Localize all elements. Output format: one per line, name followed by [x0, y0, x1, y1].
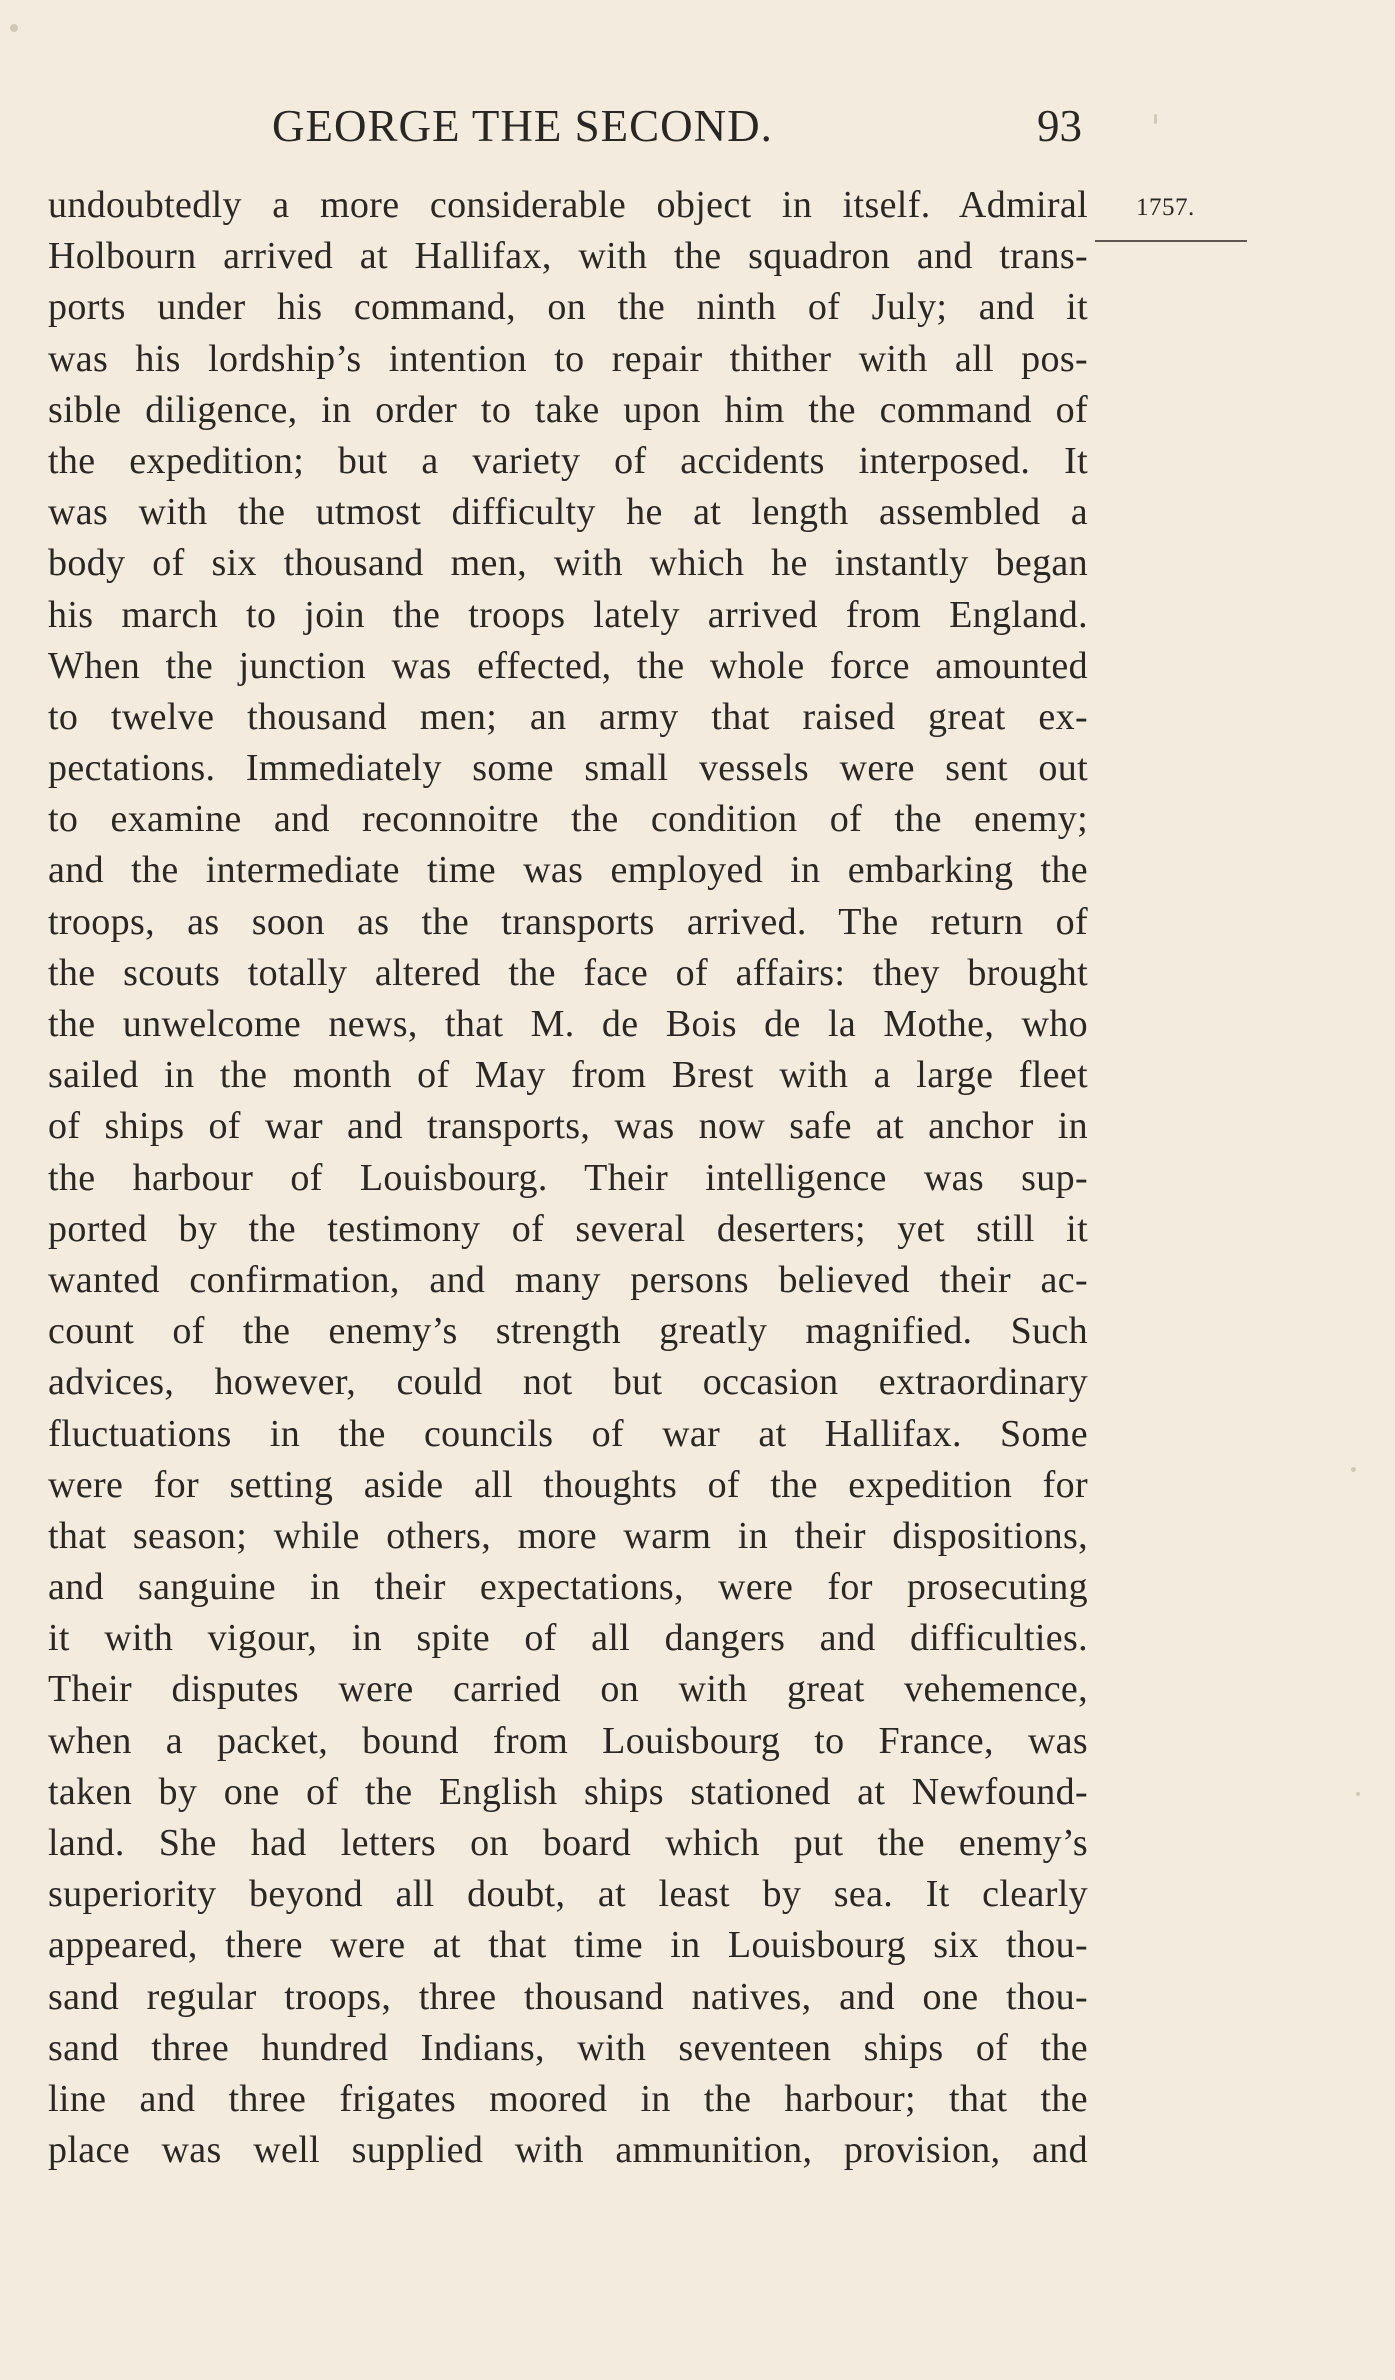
text-line: and the intermediate time was employed in embarking the [48, 849, 1088, 892]
text-line: of ships of war and transports, was now safe at anchor in [48, 1105, 1088, 1148]
margin-year: 1757. [1136, 194, 1195, 221]
running-header [272, 100, 1102, 162]
text-line: the harbour of Louisbourg. Their intelligence was sup- [48, 1156, 1088, 1199]
text-line: sand three hundred Indians, with seventeen ships of the [48, 2026, 1088, 2069]
paper-speck [1356, 1792, 1360, 1796]
text-line: When the junction was effected, the whole force amounted [48, 644, 1088, 687]
text-line: body of six thousand men, with which he instantly began [48, 542, 1088, 585]
text-line: place was well supplied with ammunition, provision, and [48, 2129, 1088, 2172]
text-line: was with the utmost difficulty he at length assembled a [48, 491, 1088, 534]
text-line: superiority beyond all doubt, at least by sea. It clearly [48, 1873, 1088, 1916]
body-text [48, 180, 1088, 2176]
text-line: when a packet, bound from Louisbourg to France, was [48, 1719, 1088, 1762]
paper-speck [1154, 114, 1157, 124]
text-line: land. She had letters on board which put the enemy’s [48, 1822, 1088, 1864]
text-line: sailed in the month of May from Brest with a large fleet [48, 1054, 1088, 1097]
text-line: were for setting aside all thoughts of the expedition for [48, 1463, 1088, 1506]
text-line: pectations. Immediately some small vessels were sent out [48, 747, 1088, 790]
text-line: count of the enemy’s strength greatly magnified. Such [48, 1310, 1088, 1353]
text-line: sand regular troops, three thousand natives, and one thou- [48, 1975, 1088, 2018]
paper-speck [1351, 1467, 1356, 1472]
page-number: 93 [1037, 101, 1082, 151]
text-line: appeared, there were at that time in Louisbourg six thou- [48, 1924, 1088, 1967]
text-line: line and three frigates moored in the harbour; that the [48, 2077, 1088, 2120]
text-line: advices, however, could not but occasion extraordinary [48, 1361, 1088, 1404]
text-line: undoubtedly a more considerable object in itself. Admiral [48, 184, 1088, 226]
text-line: wanted confirmation, and many persons believed their ac- [48, 1258, 1088, 1301]
text-line: ported by the testimony of several deserters; yet still it [48, 1207, 1088, 1250]
text-line: ports under his command, on the ninth of July; and it [48, 286, 1088, 329]
text-line: Their disputes were carried on with great vehemence, [48, 1668, 1088, 1711]
text-line: his march to join the troops lately arrived from England. [48, 593, 1088, 636]
text-line: the unwelcome news, that M. de Bois de la Mothe, who [48, 1003, 1088, 1045]
text-line: it with vigour, in spite of all dangers and difficulties. [48, 1617, 1088, 1660]
text-line: fluctuations in the councils of war at Hallifax. Some [48, 1412, 1088, 1455]
paper-speck [10, 24, 18, 32]
margin-rule [1095, 240, 1247, 242]
running-header-title: GEORGE THE SECOND. [272, 101, 773, 151]
text-line: the scouts totally altered the face of affairs: they brought [48, 951, 1088, 994]
text-line: to examine and reconnoitre the condition of the enemy; [48, 798, 1088, 841]
text-line: that season; while others, more warm in their dispositions, [48, 1514, 1088, 1557]
text-line: the expedition; but a variety of accidents interposed. It [48, 439, 1088, 482]
text-line: sible diligence, in order to take upon him the command of [48, 388, 1088, 431]
text-line: was his lordship’s intention to repair thither with all pos- [48, 337, 1088, 380]
text-line: and sanguine in their expectations, were for prosecuting [48, 1566, 1088, 1609]
text-line: to twelve thousand men; an army that raised great ex- [48, 695, 1088, 738]
text-line: taken by one of the English ships stationed at Newfound- [48, 1770, 1088, 1813]
text-line: troops, as soon as the transports arrived. The return of [48, 900, 1088, 943]
text-line: Holbourn arrived at Hallifax, with the squadron and trans- [48, 235, 1088, 278]
